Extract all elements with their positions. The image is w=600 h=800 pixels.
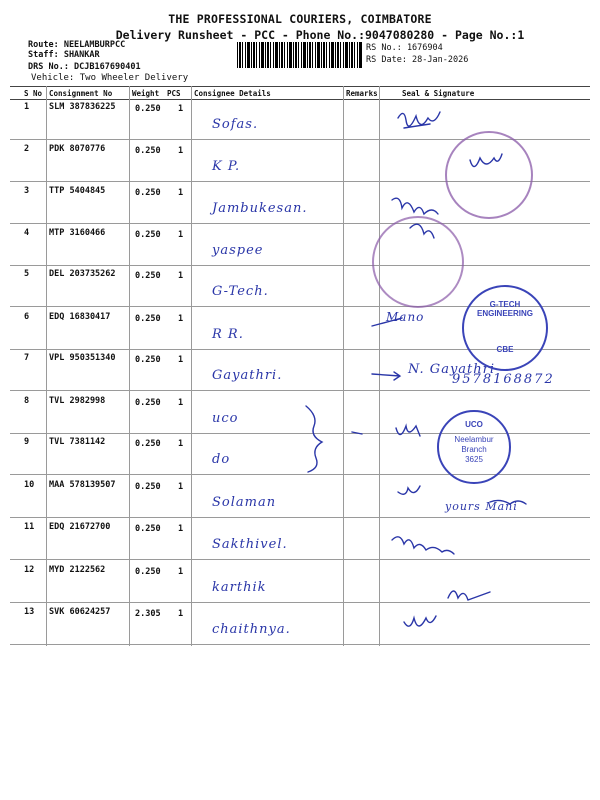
remark-phone: 9578168872 [452, 372, 555, 387]
row-pcs: 1 [178, 314, 184, 324]
signature-13 [404, 616, 436, 626]
row-weight: 0.250 [135, 230, 161, 240]
vehicle-label: Vehicle: Two Wheeler Delivery [31, 73, 189, 83]
row-sno: 8 [24, 396, 30, 406]
row-consignee-handwritten: Jambukesan. [212, 201, 308, 216]
row-sno: 1 [24, 102, 30, 112]
row-pcs: 1 [178, 188, 184, 198]
row-weight: 0.250 [135, 146, 161, 156]
row-consignment-no: MAA 578139507 [49, 480, 116, 490]
row-pcs: 1 [178, 524, 184, 534]
row-sno: 7 [24, 353, 30, 363]
signature-9 [352, 426, 420, 436]
row-sno: 5 [24, 269, 30, 279]
row-consignee-handwritten: K P. [212, 159, 241, 174]
gtech-stamp-top: G-TECH ENGINEERING [476, 300, 533, 318]
row-weight: 0.250 [135, 439, 161, 449]
row-weight: 0.250 [135, 314, 161, 324]
col-header-consignee: Consignee Details [194, 89, 271, 98]
row-weight: 0.250 [135, 188, 161, 198]
row-consignee-handwritten: G-Tech. [212, 284, 269, 299]
col-header-weight: Weight [132, 89, 160, 98]
row-consignee-handwritten: R R. [212, 327, 244, 342]
row-sno: 12 [24, 565, 35, 575]
row-consignment-no: DEL 203735262 [49, 269, 116, 279]
row-pcs: 1 [178, 567, 184, 577]
uco-stamp-branch: Branch [461, 445, 487, 454]
signature-1 [398, 112, 440, 128]
col-header-sno: S No [24, 89, 43, 98]
row-pcs: 1 [178, 398, 184, 408]
row-pcs: 1 [178, 104, 184, 114]
row-consignment-no: MYD 2122562 [49, 565, 106, 575]
row-consignee-handwritten: uco [212, 411, 239, 426]
signature-2 [470, 154, 502, 167]
row-weight: 0.250 [135, 355, 161, 365]
row-consignee-handwritten: do [212, 452, 231, 467]
signature-3 [392, 198, 438, 214]
drs-number: DRS No.: DCJB167690401 [28, 62, 141, 72]
uco-stamp-code: 3625 [465, 455, 483, 464]
row-sno: 6 [24, 312, 30, 322]
row-weight: 0.250 [135, 398, 161, 408]
row-pcs: 1 [178, 230, 184, 240]
row-consignment-no: TTP 5404845 [49, 186, 106, 196]
gtech-stamp-bottom: CBE [496, 345, 514, 354]
rs-number: RS No.: 1676904 [366, 43, 443, 53]
row-consignee-handwritten: karthik [212, 580, 267, 595]
route-label: Route: NEELAMBURPCC [28, 40, 126, 50]
row-pcs: 1 [178, 271, 184, 281]
row-weight: 0.250 [135, 104, 161, 114]
row-consignee-handwritten: chaithnya. [212, 622, 291, 637]
rs-date: RS Date: 28-Jan-2026 [366, 55, 469, 65]
row-consignment-no: EDQ 21672700 [49, 522, 111, 532]
signature-7 [372, 372, 400, 380]
row-consignment-no: EDQ 16830417 [49, 312, 111, 322]
row-sno: 9 [24, 437, 30, 447]
row-consignment-no: MTP 3160466 [49, 228, 106, 238]
row-consignment-no: TVL 7381142 [49, 437, 106, 447]
row-pcs: 1 [178, 439, 184, 449]
row-consignee-handwritten: Sofas. [212, 117, 259, 132]
row-consignee-handwritten: Solaman [212, 495, 277, 510]
row-consignment-no: PDK 8070776 [49, 144, 106, 154]
signature-10 [398, 486, 526, 504]
row-consignment-no: SVK 60624257 [49, 607, 111, 617]
col-header-remarks: Remarks [346, 89, 378, 98]
row-pcs: 1 [178, 355, 184, 365]
signature-4 [410, 224, 434, 238]
row-pcs: 1 [178, 146, 184, 156]
staff-label: Staff: SHANKAR [28, 50, 100, 60]
row-weight: 0.250 [135, 271, 161, 281]
row-weight: 0.250 [135, 524, 161, 534]
row-sno: 11 [24, 522, 35, 532]
signature-8-brace [306, 406, 322, 472]
company-title: THE PROFESSIONAL COURIERS, COIMBATORE [168, 12, 432, 26]
remark-yours-mani: yours Mani [445, 500, 518, 513]
uco-stamp-name: UCO [465, 420, 483, 429]
row-consignee-handwritten: Gayathri. [212, 368, 283, 383]
remark-mano: Mano [386, 310, 425, 324]
row-sno: 13 [24, 607, 35, 617]
row-weight: 2.305 [135, 609, 161, 619]
runsheet-subtitle: Delivery Runsheet - PCC - Phone No.:9047080280 - Page No.:1 [115, 28, 525, 42]
row-weight: 0.250 [135, 482, 161, 492]
uco-stamp-branch-name: Neelambur [454, 435, 494, 444]
signature-11 [392, 537, 454, 554]
row-consignment-no: SLM 387836225 [49, 102, 116, 112]
signature-12 [448, 591, 490, 600]
row-pcs: 1 [178, 482, 184, 492]
row-sno: 2 [24, 144, 30, 154]
signature-6 [372, 318, 402, 326]
row-consignee-handwritten: yaspee [212, 243, 264, 258]
row-consignee-handwritten: Sakthivel. [212, 537, 288, 552]
remark-gayathri: N. Gayathri [408, 362, 496, 377]
row-pcs: 1 [178, 609, 184, 619]
row-sno: 10 [24, 480, 35, 490]
row-weight: 0.250 [135, 567, 161, 577]
row-consignment-no: VPL 950351340 [49, 353, 116, 363]
col-header-pcs: PCS [167, 89, 181, 98]
row-consignment-no: TVL 2982998 [49, 396, 106, 406]
col-header-seal: Seal & Signature [402, 89, 475, 98]
col-header-consignment: Consignment No [49, 89, 113, 98]
row-sno: 4 [24, 228, 30, 238]
row-sno: 3 [24, 186, 30, 196]
